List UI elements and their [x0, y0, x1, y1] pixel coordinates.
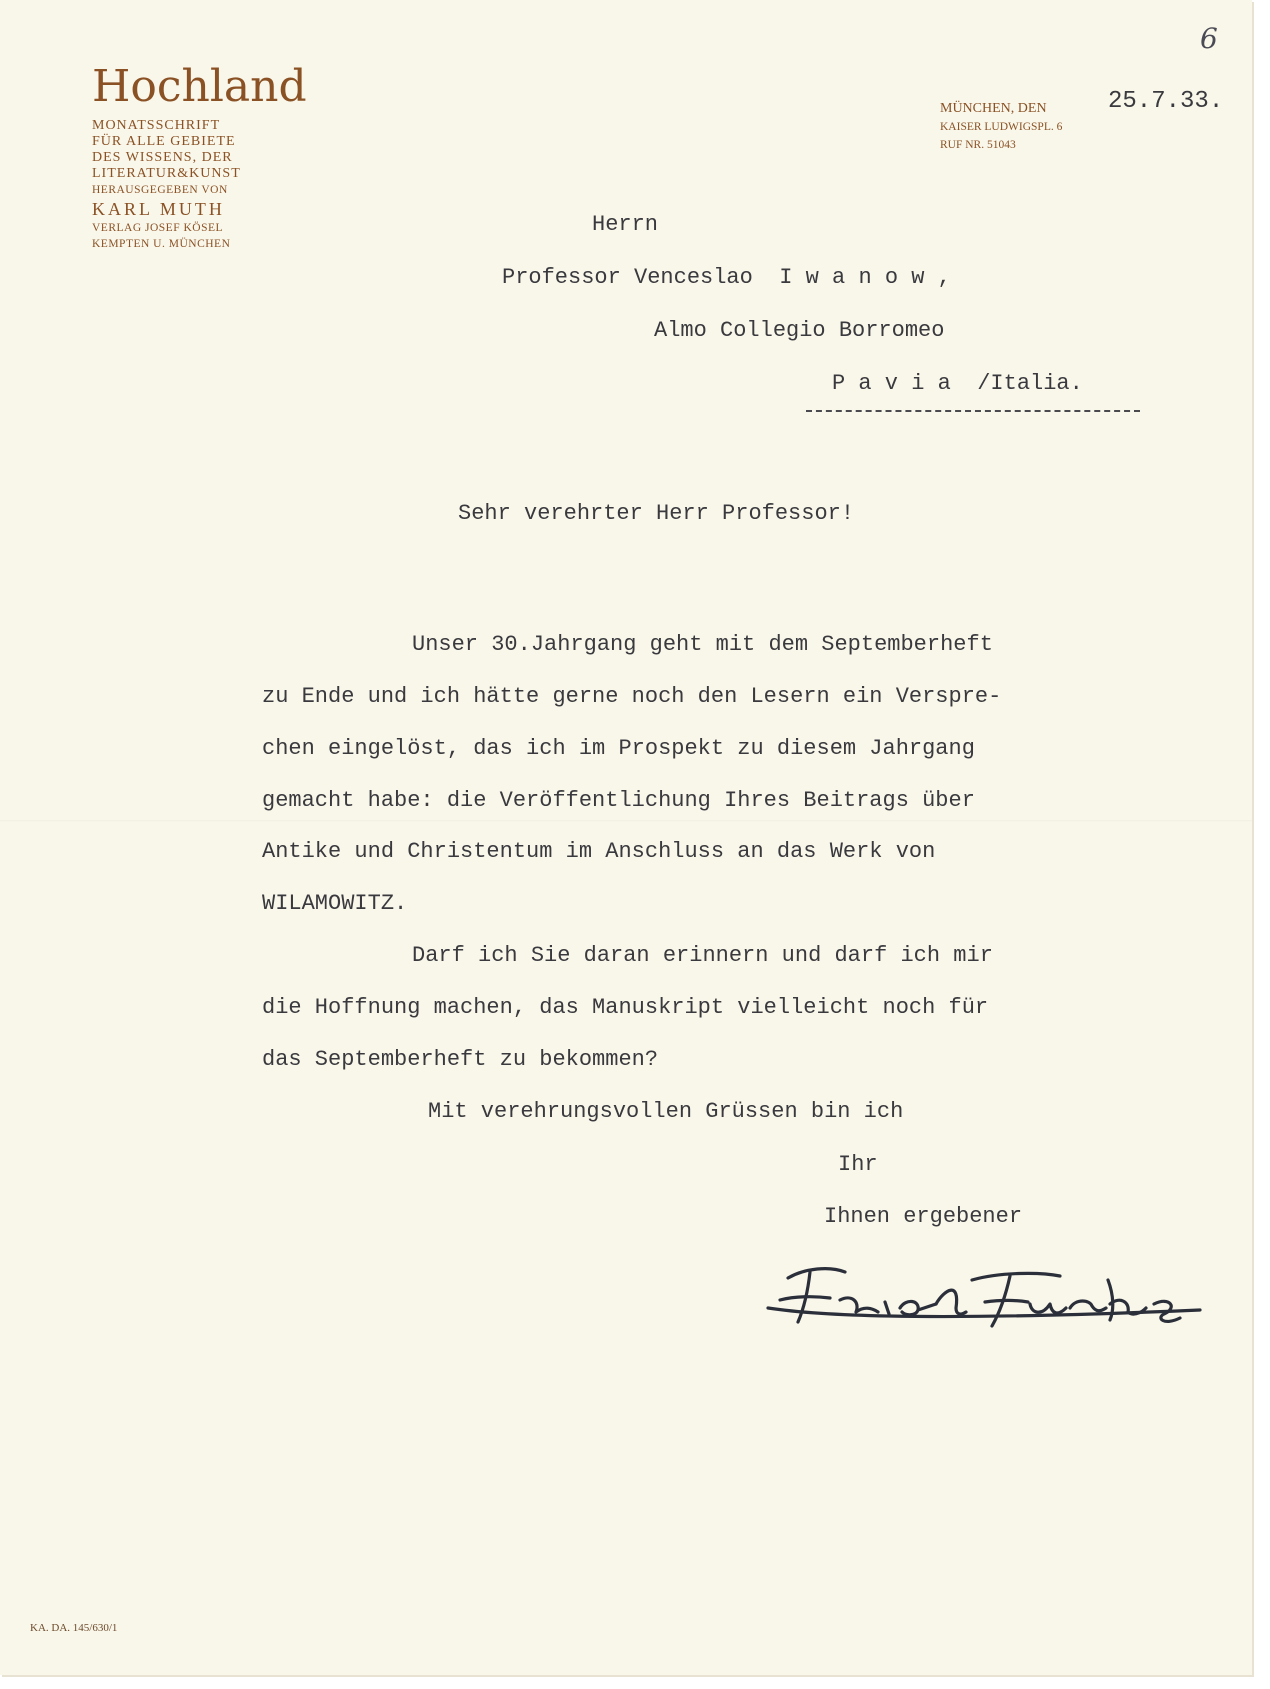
- body-line: Antike und Christentum im Anschluss an das Werk von: [262, 839, 936, 864]
- letterhead-editor: KARL MUTH: [92, 199, 225, 219]
- recipient-salutation: Herrn: [592, 212, 659, 237]
- recipient-city: P a v i a /Italia.: [832, 371, 1083, 396]
- letterhead-publisher: VERLAG JOSEF KÖSEL: [92, 222, 224, 234]
- body-line: zu Ende und ich hätte gerne noch den Lesern ein Verspre-: [262, 684, 1002, 709]
- letterhead-title: Hochland: [92, 61, 307, 112]
- place-address: KAISER LUDWIGSPL. 6: [940, 121, 1063, 133]
- address-underline: [806, 410, 1140, 412]
- body-line: Darf ich Sie daran erinnern und darf ich mir: [412, 943, 993, 968]
- body-line: gemacht habe: die Veröffentlichung Ihres Beitrags über: [262, 788, 975, 813]
- recipient-institution: Almo Collegio Borromeo: [654, 318, 945, 343]
- place-block: [940, 100, 1062, 154]
- letterhead-line: DES WISSENS, DER: [92, 150, 233, 165]
- closing-ergebener: Ihnen ergebener: [824, 1204, 1023, 1229]
- letterhead-line: LITERATUR&KUNST: [92, 166, 241, 181]
- letterhead-publisher: KEMPTEN U. MÜNCHEN: [92, 238, 231, 250]
- body-line: das Septemberheft zu bekommen?: [262, 1047, 659, 1072]
- body-line: die Hoffnung machen, das Manuskript vielleicht noch für: [262, 995, 989, 1020]
- place-city: MÜNCHEN, DEN: [940, 101, 1047, 116]
- place-phone: RUF NR. 51043: [940, 139, 1016, 151]
- page-number: 6: [1200, 22, 1218, 55]
- body-line: Unser 30.Jahrgang geht mit dem Septemberheft: [412, 632, 993, 657]
- recipient-name: Professor Venceslao I w a n o w ,: [502, 265, 951, 290]
- body-line: chen eingelöst, das ich im Prospekt zu diesem Jahrgang: [262, 736, 975, 761]
- signature: [760, 1250, 1230, 1345]
- letter-date: 25.7.33.: [1108, 88, 1224, 115]
- closing-ihr: Ihr: [838, 1152, 878, 1177]
- body-line: WILAMOWITZ.: [262, 891, 408, 916]
- letterhead-line: FÜR ALLE GEBIETE: [92, 134, 236, 149]
- fold-line: [0, 820, 1252, 822]
- letterhead-line: MONATSSCHRIFT: [92, 118, 221, 133]
- archive-reference: KA. DA. 145/630/1: [30, 1622, 118, 1634]
- closing: Mit verehrungsvollen Grüssen bin ich: [428, 1099, 904, 1124]
- greeting: Sehr verehrter Herr Professor!: [458, 501, 855, 526]
- letterhead: [92, 61, 307, 252]
- letterhead-editor-prefix: HERAUSGEGEBEN VON: [92, 184, 228, 196]
